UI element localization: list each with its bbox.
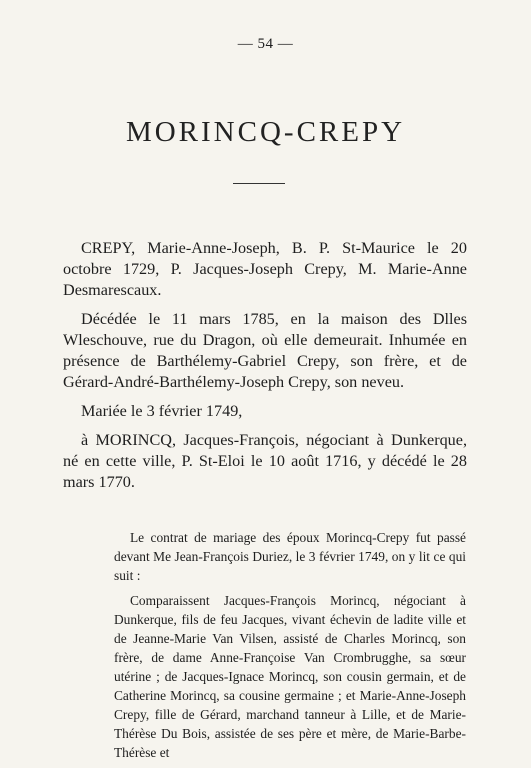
note-paragraph-parties: Comparaissent Jacques-François Morincq, négociant à Dunkerque, fils de feu Jacques, vivant échevin de ladite ville et de Jeanne-Marie Van Vilsen, assisté de Charles Morincq, son frère, de dame Anne-Françoise Van Crombrugghe, sa sœur utérine ; de Jacques-Ignace Morincq, son cousin germain, et de Catherine Morincq, sa cousine germaine ; et Marie-Anne-Joseph Crepy, fille de Gérard, marchand tanneur à Lille, et de Marie-Thérèse Du Bois, assistée de ses père et mère, de Marie-Barbe-Thérèse et — [114, 593, 466, 760]
entry-paragraph-spouse: à MORINCQ, Jacques-François, négociant à Dunkerque, né en cette ville, P. St-Eloi le 10 août 1716, y décédé le 28 mars 1770. — [63, 431, 467, 491]
entry-paragraph-marriage: Mariée le 3 février 1749, — [81, 402, 243, 420]
page-title: MORINCQ-CREPY — [125, 116, 406, 148]
marriage-contract-note — [114, 528, 466, 762]
page-number: — 54 — — [237, 36, 294, 52]
entry-paragraph-death: Décédée le 11 mars 1785, en la maison des Dlles Wleschouve, rue du Dragon, où elle demeurait. Inhumée en présence de Barthélemy-Gabriel Crepy, son frère, et de Gérard-André-Barthélemy-Joseph Crepy, son neveu. — [63, 310, 467, 391]
title-divider — [233, 183, 285, 184]
entry-paragraph-birth: CREPY, Marie-Anne-Joseph, B. P. St-Maurice le 20 octobre 1729, P. Jacques-Joseph Crepy, M. Marie-Anne Desmarescaux. — [63, 239, 467, 299]
note-paragraph-intro: Le contrat de mariage des époux Morincq-Crepy fut passé devant Me Jean-François Duriez, le 3 février 1749, on y lit ce qui suit : — [114, 530, 466, 583]
entry-text — [63, 238, 467, 493]
